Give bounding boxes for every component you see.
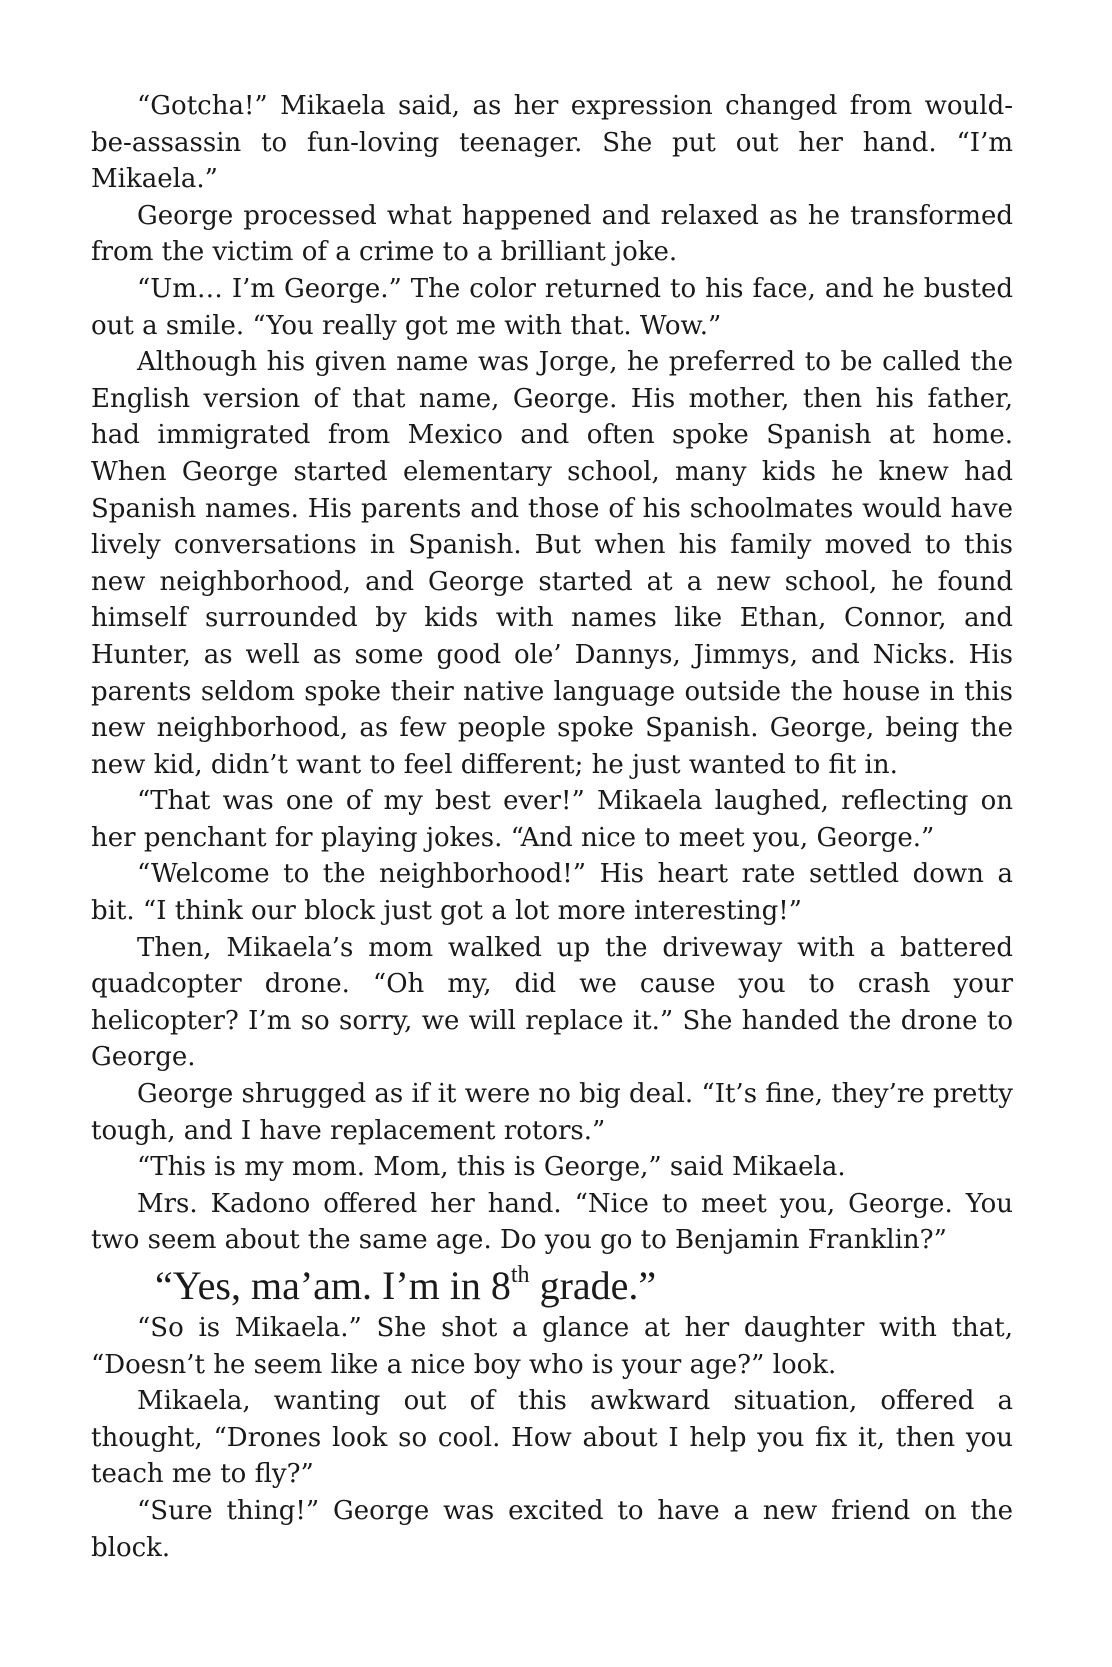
large-line-after: grade.” bbox=[529, 1263, 657, 1308]
paragraph-mrs-kadono: Mrs. Kadono offered her hand. “Nice to meet you, George. You two seem about the same age. Do you go to Benjamin Franklin?” bbox=[91, 1188, 1013, 1256]
paragraph-gotcha: “Gotcha!” Mikaela said, as her expression changed from would-be-assassin to fun-loving teenager. She put out her hand. “I’m Mikaela.” bbox=[91, 91, 1013, 195]
paragraph-this-is-my-mom: “This is my mom. Mom, this is George,” said Mikaela. bbox=[137, 1152, 846, 1183]
paragraph-so-is-mikaela: “So is Mikaela.” She shot a glance at her daughter with that, “Doesn’t he seem like a nice boy who is your age?” look. bbox=[91, 1313, 1013, 1380]
paragraph-moms-drone: Then, Mikaela’s mom walked up the driveway with a battered quadcopter drone. “Oh my, did we cause you to crash your helicopter? I’m so sorry, we will replace it.” She handed the drone to George. bbox=[91, 932, 1013, 1073]
large-line-superscript: th bbox=[510, 1262, 530, 1288]
paragraph-george-shrugged: George shrugged as if it were no big deal. “It’s fine, they’re pretty tough, and I have replacement rotors.” bbox=[91, 1079, 1013, 1146]
paragraph-given-name-jorge: Although his given name was Jorge, he preferred to be called the English version of that name, George. His mother, then his father, had immigrated from Mexico and often spoke Spanish at home. When George started elementary school, many kids he knew had Spanish names. His parents and those of his schoolmates would have lively conversations in Spanish. But when his family moved to this new neighborhood, and George started at a new school, he found himself surrounded by kids with names like Ethan, Connor, and Hunter, as well as some good ole’ Dannys, Jimmys, and Nicks. His parents seldom spoke their native language outside the house in this new neighborhood, as few people spoke Spanish. George, being the new kid, didn’t want to feel different; he just wanted to fit in. bbox=[91, 347, 1013, 780]
paragraph-best-ever: “That was one of my best ever!” Mikaela laughed, reflecting on her penchant for playing jokes. “And nice to meet you, George.” bbox=[91, 786, 1013, 853]
paragraph-welcome: “Welcome to the neighborhood!” His heart rate settled down a bit. “I think our block just got a lot more interesting!” bbox=[91, 859, 1013, 927]
large-dialogue-line bbox=[91, 1263, 1013, 1309]
book-page bbox=[91, 88, 1013, 1566]
paragraph-sure-thing: “Sure thing!” George was excited to have a new friend on the block. bbox=[91, 1495, 1013, 1563]
large-line-before: “Yes, ma’am. I’m in 8 bbox=[155, 1263, 511, 1308]
paragraph-awkward-situation: Mikaela, wanting out of this awkward situation, offered a thought, “Drones look so cool. How about I help you fix it, then you teach me to fly?” bbox=[91, 1386, 1013, 1490]
paragraph-um-im-george: “Um… I’m George.” The color returned to his face, and he busted out a smile. “You really got me with that. Wow.” bbox=[91, 273, 1013, 341]
paragraph-george-processed: George processed what happened and relaxed as he transformed from the victim of a crime to a brilliant joke. bbox=[91, 200, 1013, 268]
